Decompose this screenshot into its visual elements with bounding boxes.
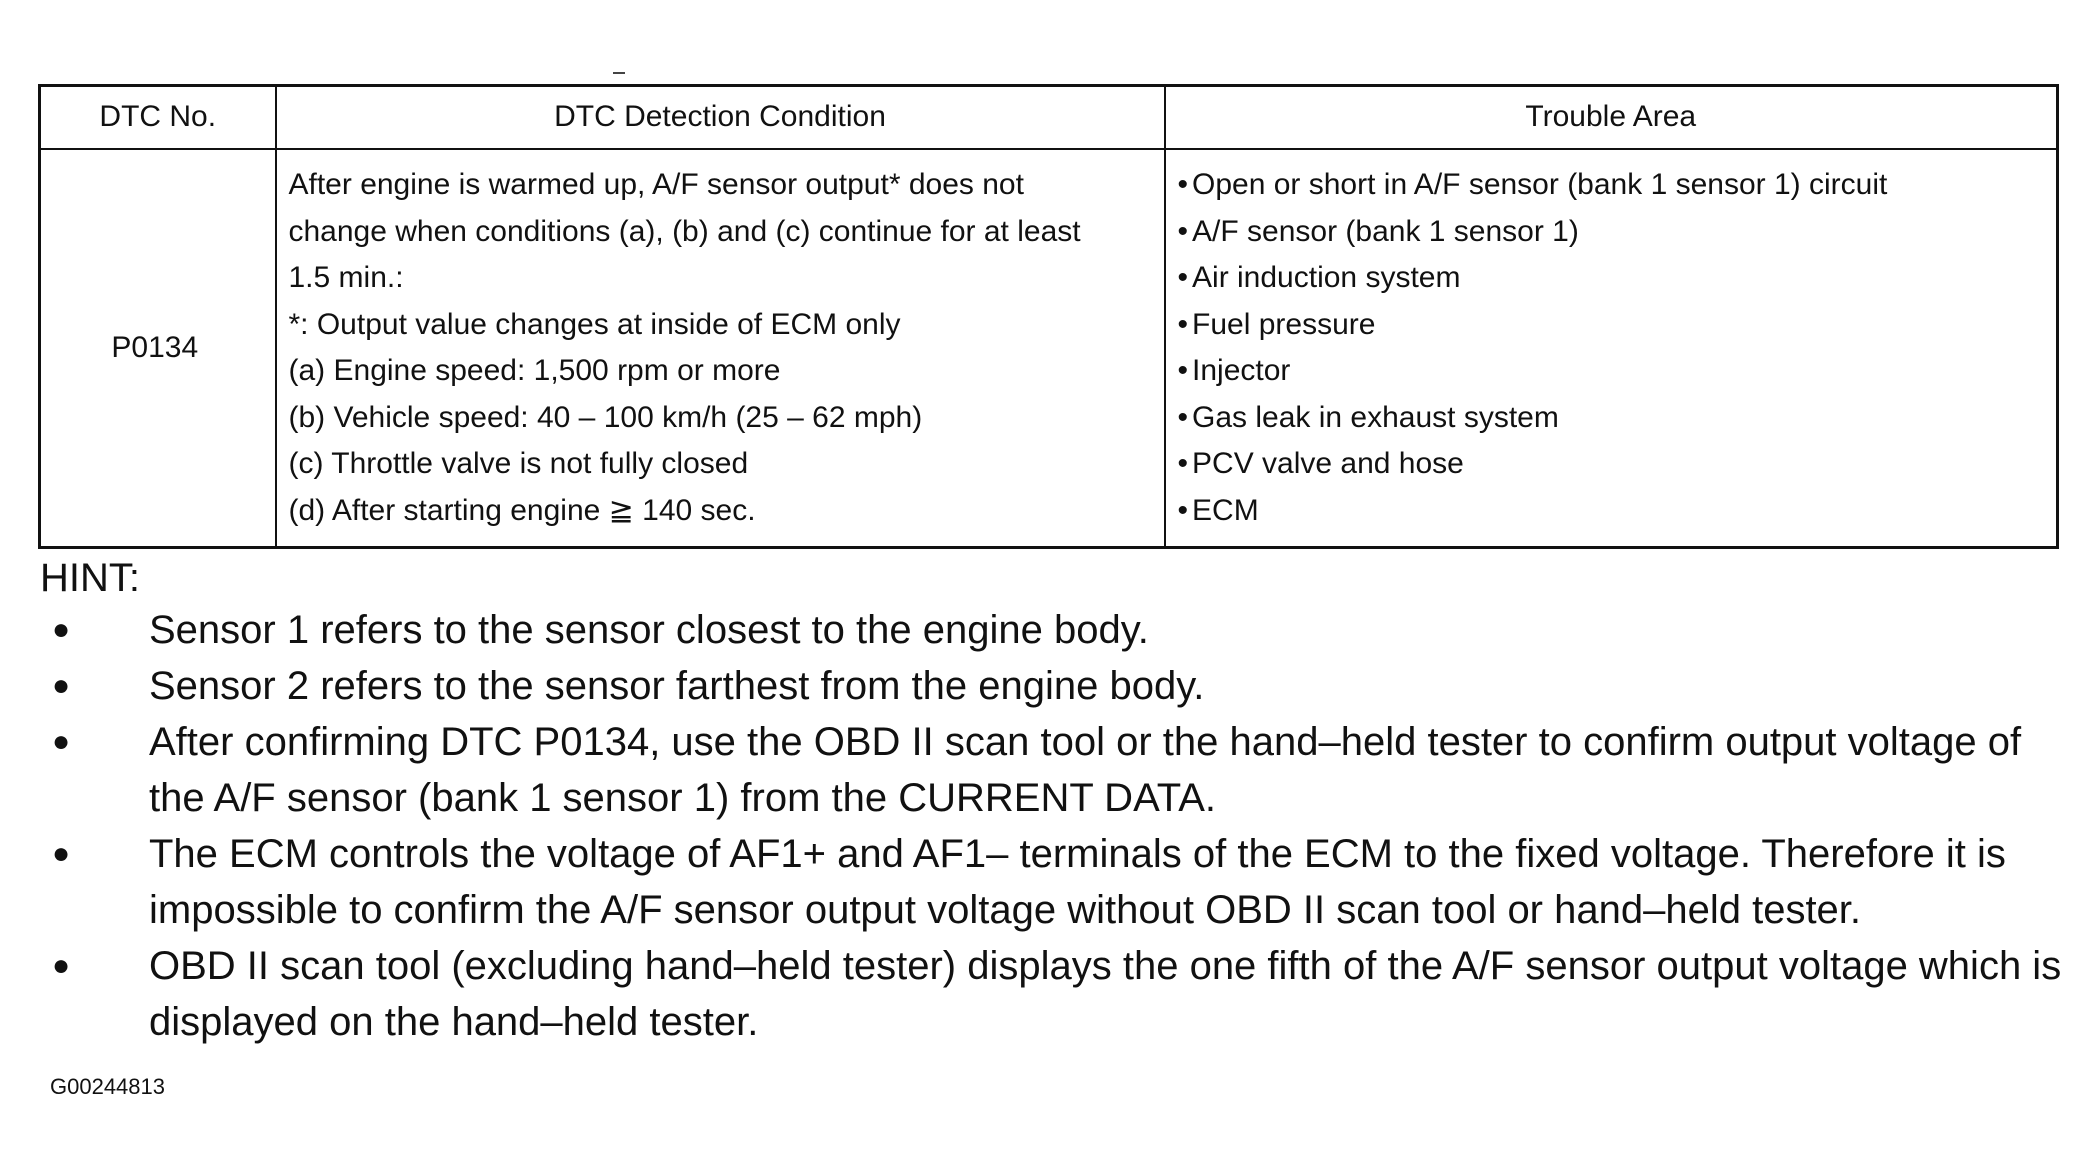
hint-list	[40, 602, 2065, 1050]
detection-condition-cell	[276, 149, 1165, 548]
hint-text: OBD II scan tool (excluding hand–held tester) displays the one fifth of the A/F sensor output voltage which is displayed on the hand–held tester.	[149, 944, 2062, 1044]
hint-item	[40, 602, 2065, 658]
hint-item	[40, 714, 2065, 826]
trouble-area-item: • Fuel pressure	[1178, 302, 2045, 349]
trouble-area-item: • ECM	[1178, 488, 2045, 535]
trouble-area-item: • Open or short in A/F sensor (bank 1 sensor 1) circuit	[1178, 162, 2045, 209]
bullet-icon: ●	[52, 949, 71, 982]
bullet-icon: ●	[52, 725, 71, 758]
bullet-icon: ●	[52, 613, 71, 646]
hint-item	[40, 938, 2065, 1050]
trouble-area-item: • Air induction system	[1178, 255, 2045, 302]
figure-reference: G00244813	[50, 1074, 165, 1099]
dtc-table	[38, 84, 2059, 549]
hint-text: The ECM controls the voltage of AF1+ and AF1– terminals of the ECM to the fixed voltage. Therefore it is impossible to confirm the A/F sensor output voltage without OBD II scan tool or hand–held tester.	[149, 832, 2006, 932]
trouble-area-item: • PCV valve and hose	[1178, 441, 2045, 488]
hint-text: After confirming DTC P0134, use the OBD II scan tool or the hand–held tester to confirm output voltage of the A/F sensor (bank 1 sensor 1) from the CURRENT DATA.	[149, 720, 2022, 820]
trouble-area-item: • A/F sensor (bank 1 sensor 1)	[1178, 209, 2045, 256]
hint-text: Sensor 1 refers to the sensor closest to the engine body.	[149, 608, 1149, 652]
condition-line: change when conditions (a), (b) and (c) continue for at least	[288, 214, 1081, 248]
scan-mark	[613, 72, 625, 74]
bullet-icon: ●	[52, 669, 71, 702]
trouble-area-item: • Gas leak in exhaust system	[1178, 395, 2045, 442]
condition-line: (c) Throttle valve is not fully closed	[288, 447, 749, 480]
trouble-area-item: • Injector	[1178, 348, 2045, 395]
trouble-area-list	[1178, 162, 2045, 534]
hint-text: Sensor 2 refers to the sensor farthest from the engine body.	[149, 664, 1205, 708]
condition-list	[289, 162, 1152, 534]
trouble-area-cell	[1165, 149, 2058, 548]
header-dtc-no: DTC No.	[40, 86, 276, 150]
dtc-code-cell: P0134	[40, 149, 276, 548]
table-row	[40, 149, 2058, 548]
condition-line: (a) Engine speed: 1,500 rpm or more	[288, 354, 781, 387]
condition-line: (d) After starting engine ≧ 140 sec.	[288, 493, 756, 527]
hint-item	[40, 826, 2065, 938]
table-header-row	[40, 86, 2058, 150]
hint-title: HINT:	[40, 556, 140, 600]
condition-line: 1.5 min.:	[288, 261, 404, 294]
header-trouble-area: Trouble Area	[1165, 86, 2058, 150]
hint-item	[40, 658, 2065, 714]
condition-line: *: Output value changes at inside of ECM only	[288, 307, 901, 341]
condition-line: (b) Vehicle speed: 40 – 100 km/h (25 – 62 mph)	[288, 400, 923, 434]
bullet-icon: ●	[52, 837, 71, 870]
condition-line: After engine is warmed up, A/F sensor output* does not	[288, 168, 1024, 201]
header-detection-condition: DTC Detection Condition	[276, 86, 1165, 150]
